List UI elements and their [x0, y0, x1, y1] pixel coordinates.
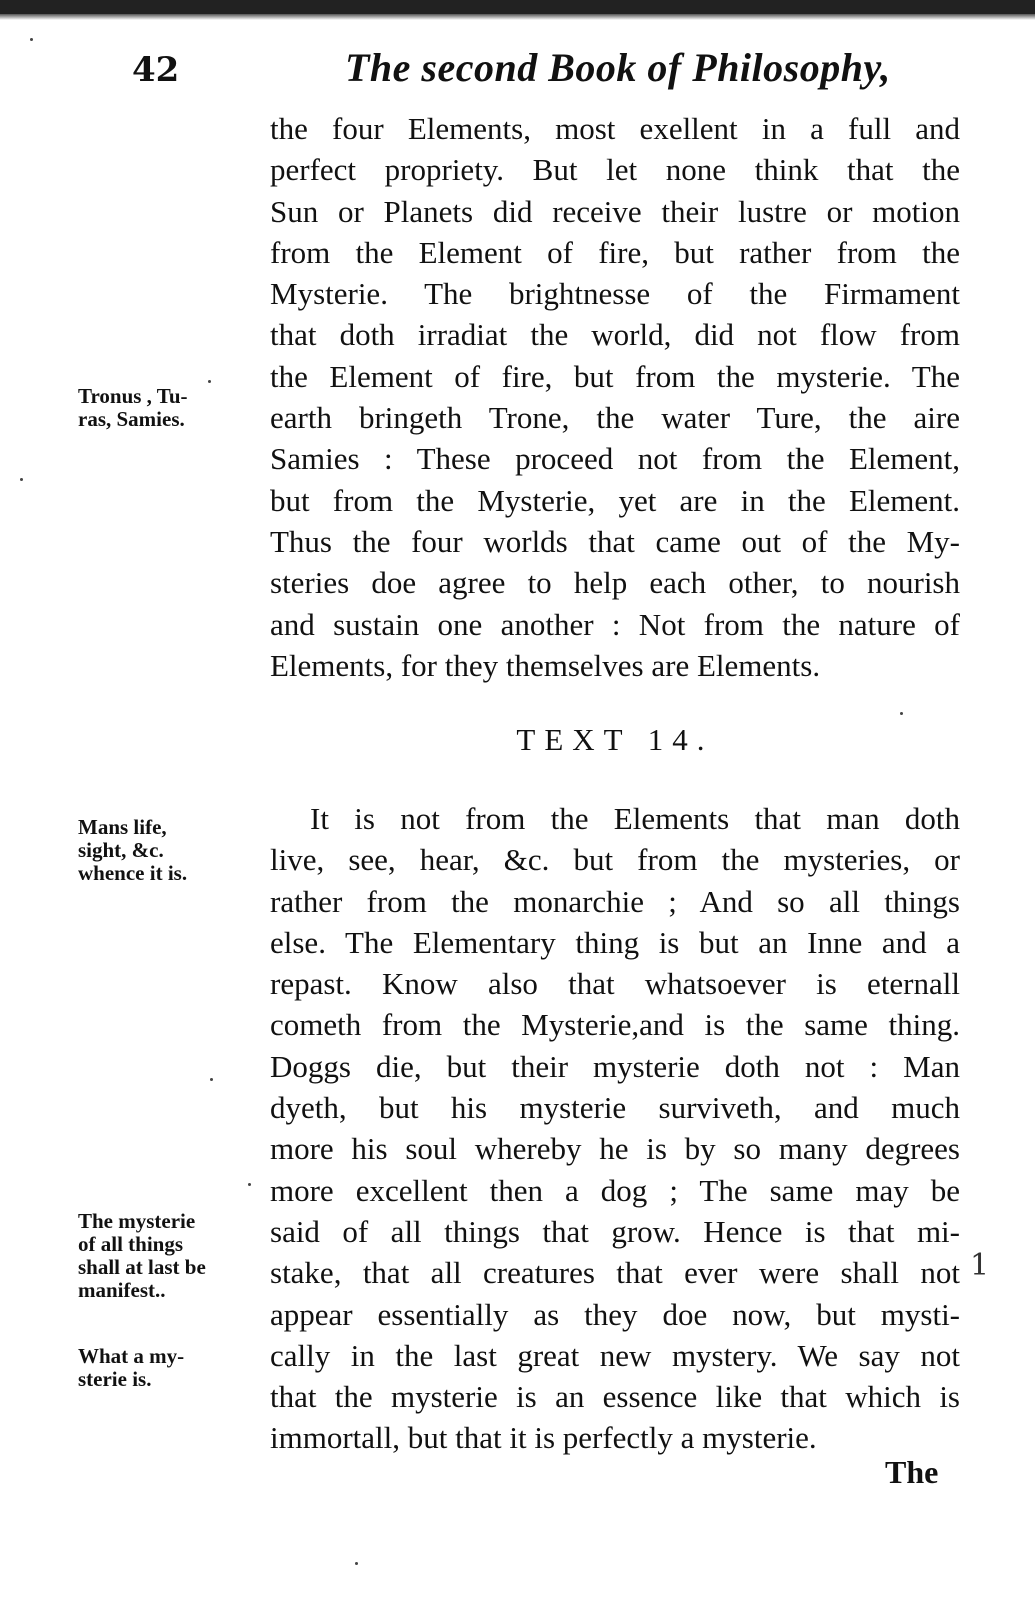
margin-note-line: What a my- — [78, 1344, 185, 1368]
text-line: appear essentially as they doe now, but mysti- — [270, 1296, 960, 1332]
text-line: Elements, for they themselves are Elements. — [270, 647, 821, 683]
text-line: rather from the monarchie ; And so all things — [270, 883, 960, 919]
ink-speck — [355, 1562, 358, 1565]
text-block-1 — [270, 108, 960, 686]
scan-top-edge — [0, 0, 1035, 14]
text-line: that doth irradiat the world, did not flow from — [270, 317, 960, 353]
text-line: but from the Mysterie, yet are in the Element. — [270, 482, 960, 518]
margin-note-line: Mans life, — [78, 815, 167, 839]
text-line: stake, that all creatures that ever were shall not — [270, 1255, 960, 1291]
margin-note-mysterie-manifest — [78, 1210, 263, 1302]
text-line: and sustain one another : Not from the nature of — [270, 606, 960, 642]
margin-note-line: The mysterie — [78, 1209, 196, 1233]
margin-note-line: of all things — [78, 1232, 184, 1256]
text-line: the four Elements, most exellent in a full and — [270, 111, 960, 146]
ink-speck — [900, 712, 903, 715]
ink-speck — [248, 1183, 251, 1186]
margin-note-line: Tronus , Tu- — [78, 384, 188, 408]
ink-speck — [20, 478, 23, 481]
text-line: It is not from the Elements that man doth — [310, 801, 960, 836]
text-line: immortall, but that it is perfectly a mysterie. — [270, 1420, 817, 1456]
text-line: dyeth, but his mysterie surviveth, and much — [270, 1090, 960, 1126]
text-line: cally in the last great new mystery. We say not — [270, 1337, 960, 1373]
text-line: steries doe agree to help each other, to nourish — [270, 565, 960, 601]
ink-speck — [208, 380, 211, 383]
text-line: that the mysterie is an essence like that which is — [270, 1379, 960, 1415]
margin-note-line: whence it is. — [78, 861, 188, 885]
text-line: repast. Know also that whatsoever is eternall — [270, 966, 960, 1002]
page-header — [0, 44, 1035, 94]
text-line: Samies : These proceed not from the Element, — [270, 441, 960, 477]
text-line: Doggs die, but their mysterie doth not : Man — [270, 1048, 960, 1084]
text-line: Sun or Planets did receive their lustre or motion — [270, 193, 960, 229]
text-line: said of all things that grow. Hence is that mi- — [270, 1213, 960, 1249]
margin-note-what-a-mysterie — [78, 1345, 263, 1391]
text-line: from the Element of fire, but rather from the — [270, 234, 960, 270]
text-line: the Element of fire, but from the mysterie. The — [270, 358, 960, 394]
margin-note-mans-life — [78, 816, 263, 885]
catchword: The — [885, 1454, 939, 1490]
page-fold-mark: 1 — [970, 1248, 990, 1283]
text-block-2 — [270, 798, 960, 1459]
section-heading: TEXT 14. — [516, 722, 714, 757]
text-line: perfect propriety. But let none think that the — [270, 152, 960, 188]
ink-speck — [210, 1078, 213, 1081]
ink-speck — [30, 38, 33, 41]
text-line: live, see, hear, &c. but from the mysteries, or — [270, 842, 960, 878]
text-line: Mysterie. The brightnesse of the Firmament — [270, 276, 960, 312]
scan-top-shadow — [0, 14, 1035, 20]
text-line: more his soul whereby he is by so many degrees — [270, 1131, 960, 1167]
page-number: 42 — [132, 50, 180, 90]
text-line: Thus the four worlds that came out of the My- — [270, 523, 960, 559]
margin-note-line: manifest.. — [78, 1278, 166, 1302]
text-line: earth bringeth Trone, the water Ture, the aire — [270, 400, 960, 436]
margin-note-line: ras, Samies. — [78, 407, 185, 431]
margin-note-tronus — [78, 385, 263, 431]
text-line: else. The Elementary thing is but an Inne and a — [270, 924, 960, 960]
running-title: The second Book of Philosophy, — [345, 45, 891, 90]
text-line: more excellent then a dog ; The same may be — [270, 1172, 960, 1208]
margin-note-line: sight, &c. — [78, 838, 164, 862]
text-line: cometh from the Mysterie,and is the same thing. — [270, 1007, 960, 1043]
margin-note-line: shall at last be — [78, 1255, 206, 1279]
margin-note-line: sterie is. — [78, 1367, 152, 1391]
